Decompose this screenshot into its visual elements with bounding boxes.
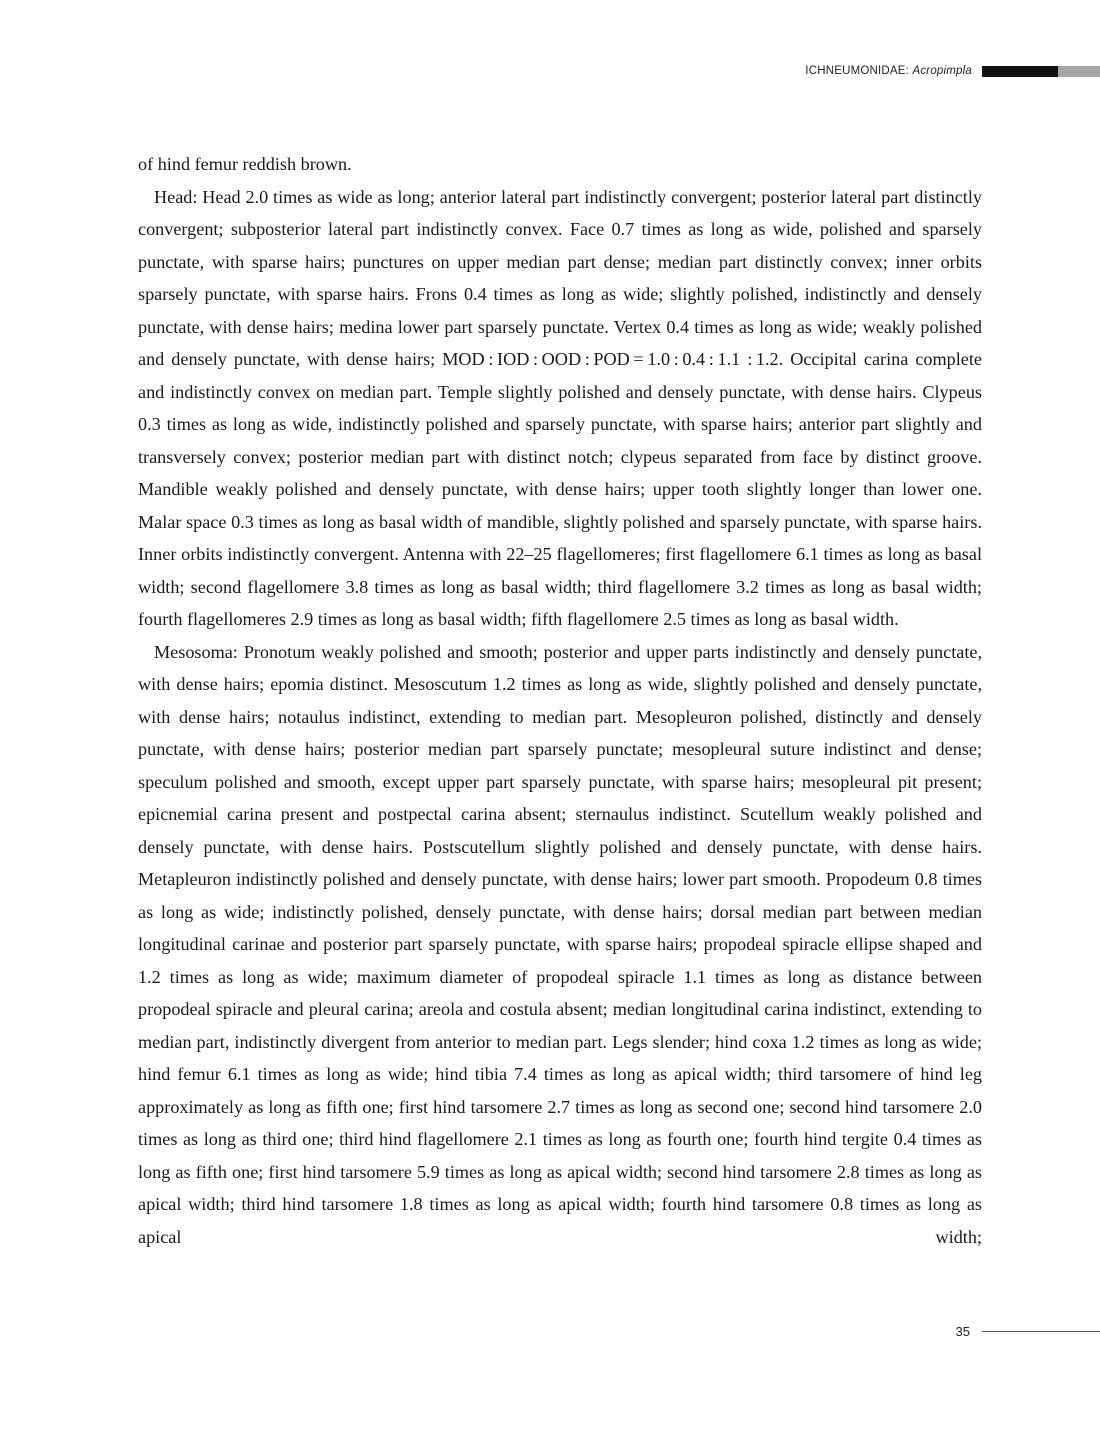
running-header-text [805, 65, 972, 77]
header-genus: Acropimpla [912, 65, 972, 77]
footer-rule [982, 1331, 1100, 1332]
page-number: 35 [955, 1324, 970, 1339]
running-header [805, 64, 1100, 78]
header-gray-bar [1058, 66, 1100, 77]
body-text [138, 148, 982, 1253]
paragraph-head: Head: Head 2.0 times as wide as long; anterior lateral part indistinctly convergent; posterior lateral part distinctly convergent; subposterior lateral part indistinctly convex. Face 0.7 times as long as wide, polished and sparsely punctate, with sparse hairs; punctures on upper median part dense; median part distinctly convex; inner orbits sparsely punctate, with sparse hairs. Frons 0.4 times as long as wide; slightly polished, indistinctly and densely punctate, with dense hairs; medina lower part sparsely punctate. Vertex 0.4 times as long as wide; weakly polished and densely punctate, with dense hairs; MOD : IOD : OOD : POD = 1.0 : 0.4 : 1.1 : 1.2. Occipital carina complete and indistinctly convex on median part. Temple slightly polished and densely punctate, with dense hairs. Clypeus 0.3 times as long as wide, indistinctly polished and sparsely punctate, with sparse hairs; anterior part slightly and transversely convex; posterior median part with distinct notch; clypeus separated from face by distinct groove. Mandible weakly polished and densely punctate, with dense hairs; upper tooth slightly longer than lower one. Malar space 0.3 times as long as basal width of mandible, slightly polished and sparsely punctate, with sparse hairs. Inner orbits indistinctly convergent. Antenna with 22–25 flagellomeres; first flagellomere 6.1 times as long as basal width; second flagellomere 3.8 times as long as basal width; third flagellomere 3.2 times as long as basal width; fourth flagellomeres 2.9 times as long as basal width; fifth flagellomere 2.5 times as long as basal width. [138, 186, 982, 629]
paragraph-mesosoma: Mesosoma: Pronotum weakly polished and smooth; posterior and upper parts indistinctly and densely punctate, with dense hairs; epomia distinct. Mesoscutum 1.2 times as long as wide, slightly polished and densely punctate, with dense hairs; notaulus indistinct, extending to median part. Mesopleuron polished, distinctly and densely punctate, with dense hairs; posterior median part sparsely punctate; mesopleural suture indistinct and dense; speculum polished and smooth, except upper part sparsely punctate, with sparse hairs; mesopleural pit present; epicnemial carina present and postpectal carina absent; sternaulus indistinct. Scutellum weakly polished and densely punctate, with dense hairs. Postscutellum slightly polished and densely punctate, with dense hairs. Metapleuron indistinctly polished and densely punctate, with dense hairs; lower part smooth. Propodeum 0.8 times as long as wide; indistinctly polished, densely punctate, with dense hairs; dorsal median part between median longitudinal carinae and posterior part sparsely punctate, with sparse hairs; propodeal spiracle ellipse shaped and 1.2 times as long as wide; maximum diameter of propodeal spiracle 1.1 times as long as distance between propodeal spiracle and pleural carina; areola and costula absent; median longitudinal carina indistinct, extending to median part, indistinctly divergent from anterior to median part. Legs slender; hind coxa 1.2 times as long as wide; hind femur 6.1 times as long as wide; hind tibia 7.4 times as long as apical width; third tarsomere of hind leg approximately as long as fifth one; first hind tarsomere 2.7 times as long as second one; second hind tarsomere 2.0 times as long as third one; third hind flagellomere 2.1 times as long as fourth one; fourth hind tergite 0.4 times as long as fifth one; first hind tarsomere 5.9 times as long as apical width; second hind tarsomere 2.8 times as long as apical width; third hind tarsomere 1.8 times as long as apical width; fourth hind tarsomere 0.8 times as long as apical width; [138, 641, 982, 1247]
header-dark-bar [982, 66, 1058, 77]
page-footer [956, 1324, 1100, 1339]
paragraph-continuation: of hind femur reddish brown. [138, 154, 352, 174]
header-family: ICHNEUMONIDAE: [805, 65, 910, 77]
